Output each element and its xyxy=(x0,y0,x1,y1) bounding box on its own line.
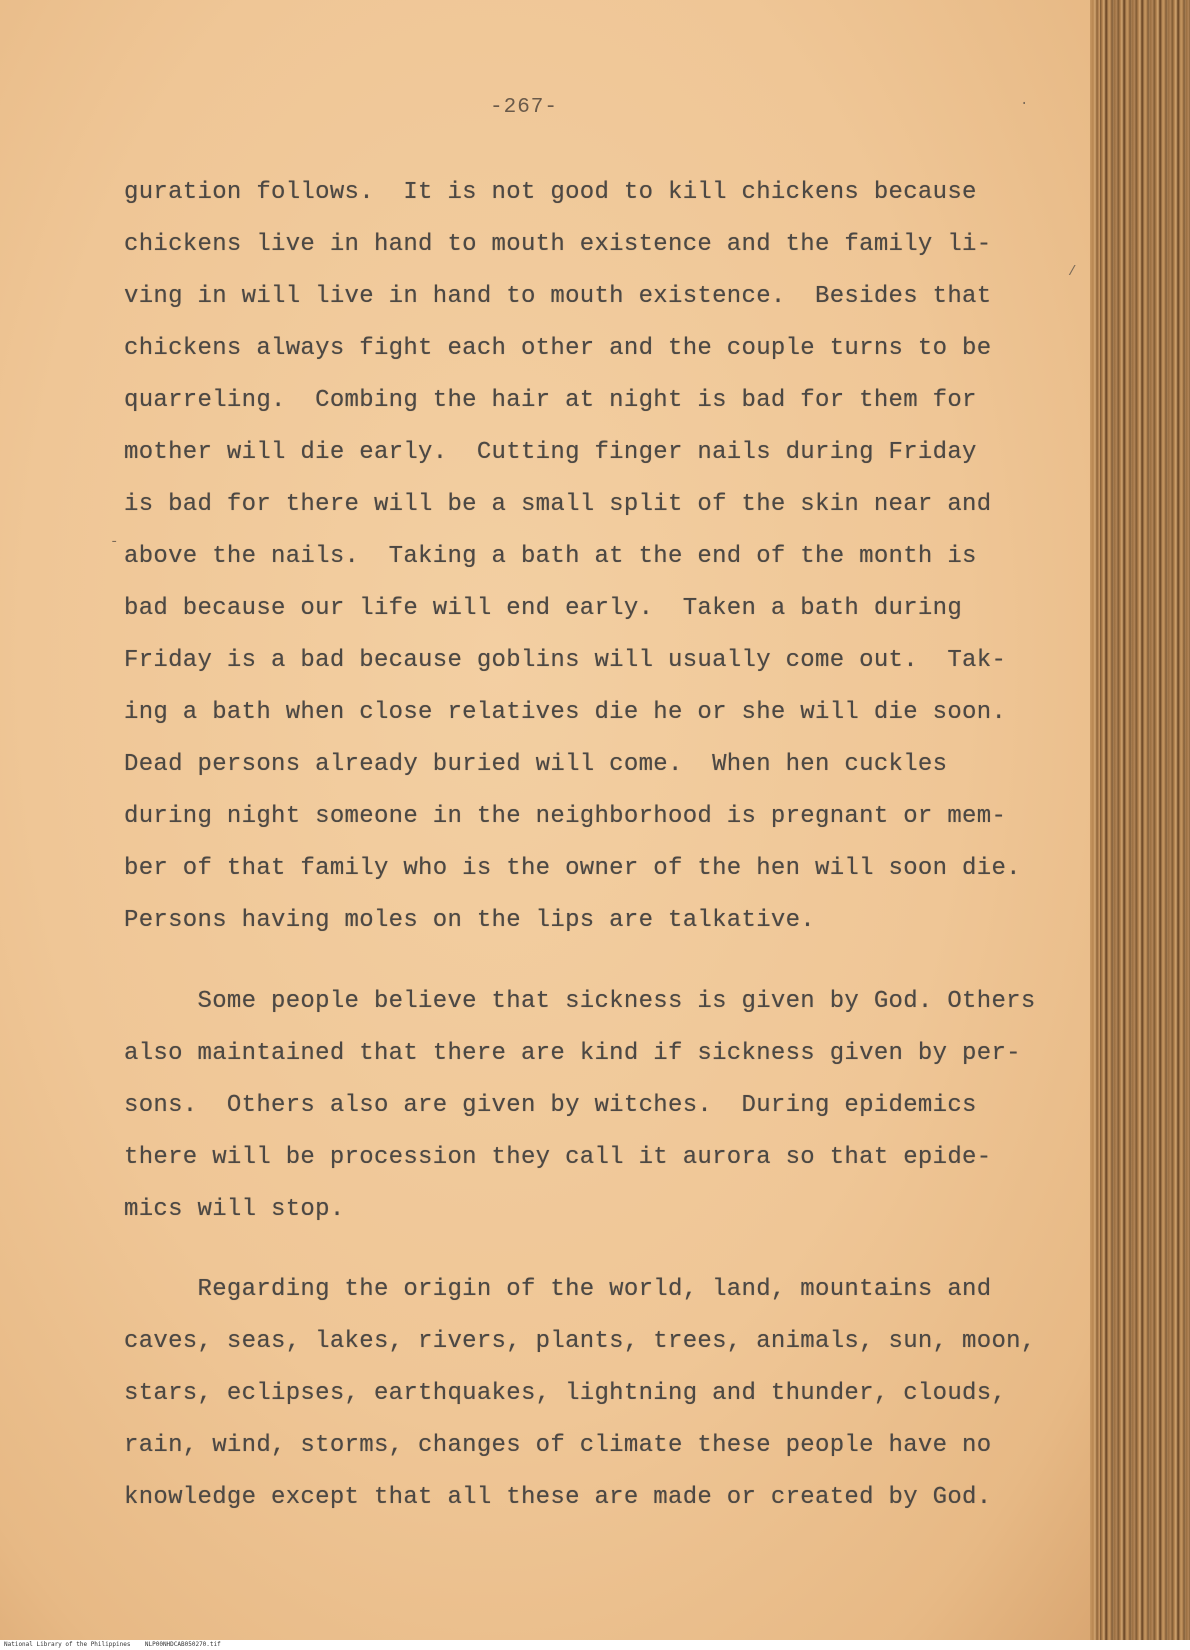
ink-speck: · xyxy=(1020,96,1029,112)
ink-mark: / xyxy=(1068,264,1077,280)
text-line: also maintained that there are kind if sickness given by per- xyxy=(124,1040,1021,1067)
text-line: caves, seas, lakes, rivers, plants, trees, animals, sun, moon, xyxy=(124,1328,1036,1355)
text-line: quarreling. Combing the hair at night is bad for them for xyxy=(124,387,977,414)
text-line: is bad for there will be a small split of the skin near and xyxy=(124,491,992,518)
text-line: during night someone in the neighborhood is pregnant or mem- xyxy=(124,803,1007,830)
text-line: stars, eclipses, earthquakes, lightning and thunder, clouds, xyxy=(124,1380,1007,1407)
text-line: rain, wind, storms, changes of climate these people have no xyxy=(124,1432,992,1459)
text-line: ber of that family who is the owner of the hen will soon die. xyxy=(124,855,1021,882)
text-line: sons. Others also are given by witches. During epidemics xyxy=(124,1092,977,1119)
text-line: guration follows. It is not good to kill chickens because xyxy=(124,179,977,206)
text-line: knowledge except that all these are made or created by God. xyxy=(124,1484,992,1511)
text-line: bad because our life will end early. Taken a bath during xyxy=(124,595,963,622)
text-line: above the nails. Taking a bath at the end of the month is xyxy=(124,543,977,570)
text-line: Friday is a bad because goblins will usually come out. Tak- xyxy=(124,647,1007,674)
page-number: -267- xyxy=(490,96,559,119)
text-line: Persons having moles on the lips are talkative. xyxy=(124,907,816,934)
book-page-edges-shadow xyxy=(1100,0,1190,1640)
text-line: Some people believe that sickness is given by God. Others xyxy=(124,988,1036,1015)
text-line: there will be procession they call it aurora so that epide- xyxy=(124,1144,992,1171)
text-line: ving in will live in hand to mouth existence. Besides that xyxy=(124,283,992,310)
text-line: ing a bath when close relatives die he or she will die soon. xyxy=(124,699,1007,726)
ink-mark: ‐ xyxy=(110,534,119,550)
text-line: chickens live in hand to mouth existence and the family li- xyxy=(124,231,992,258)
text-line: Dead persons already buried will come. When hen cuckles xyxy=(124,751,948,778)
text-line: mics will stop. xyxy=(124,1196,345,1223)
text-line: mother will die early. Cutting finger nails during Friday xyxy=(124,439,977,466)
text-line: Regarding the origin of the world, land, mountains and xyxy=(124,1276,992,1303)
archive-caption: National Library of the Philippines NLP00NHDCAB050270.tif xyxy=(4,1641,221,1648)
text-line: chickens always fight each other and the couple turns to be xyxy=(124,335,992,362)
